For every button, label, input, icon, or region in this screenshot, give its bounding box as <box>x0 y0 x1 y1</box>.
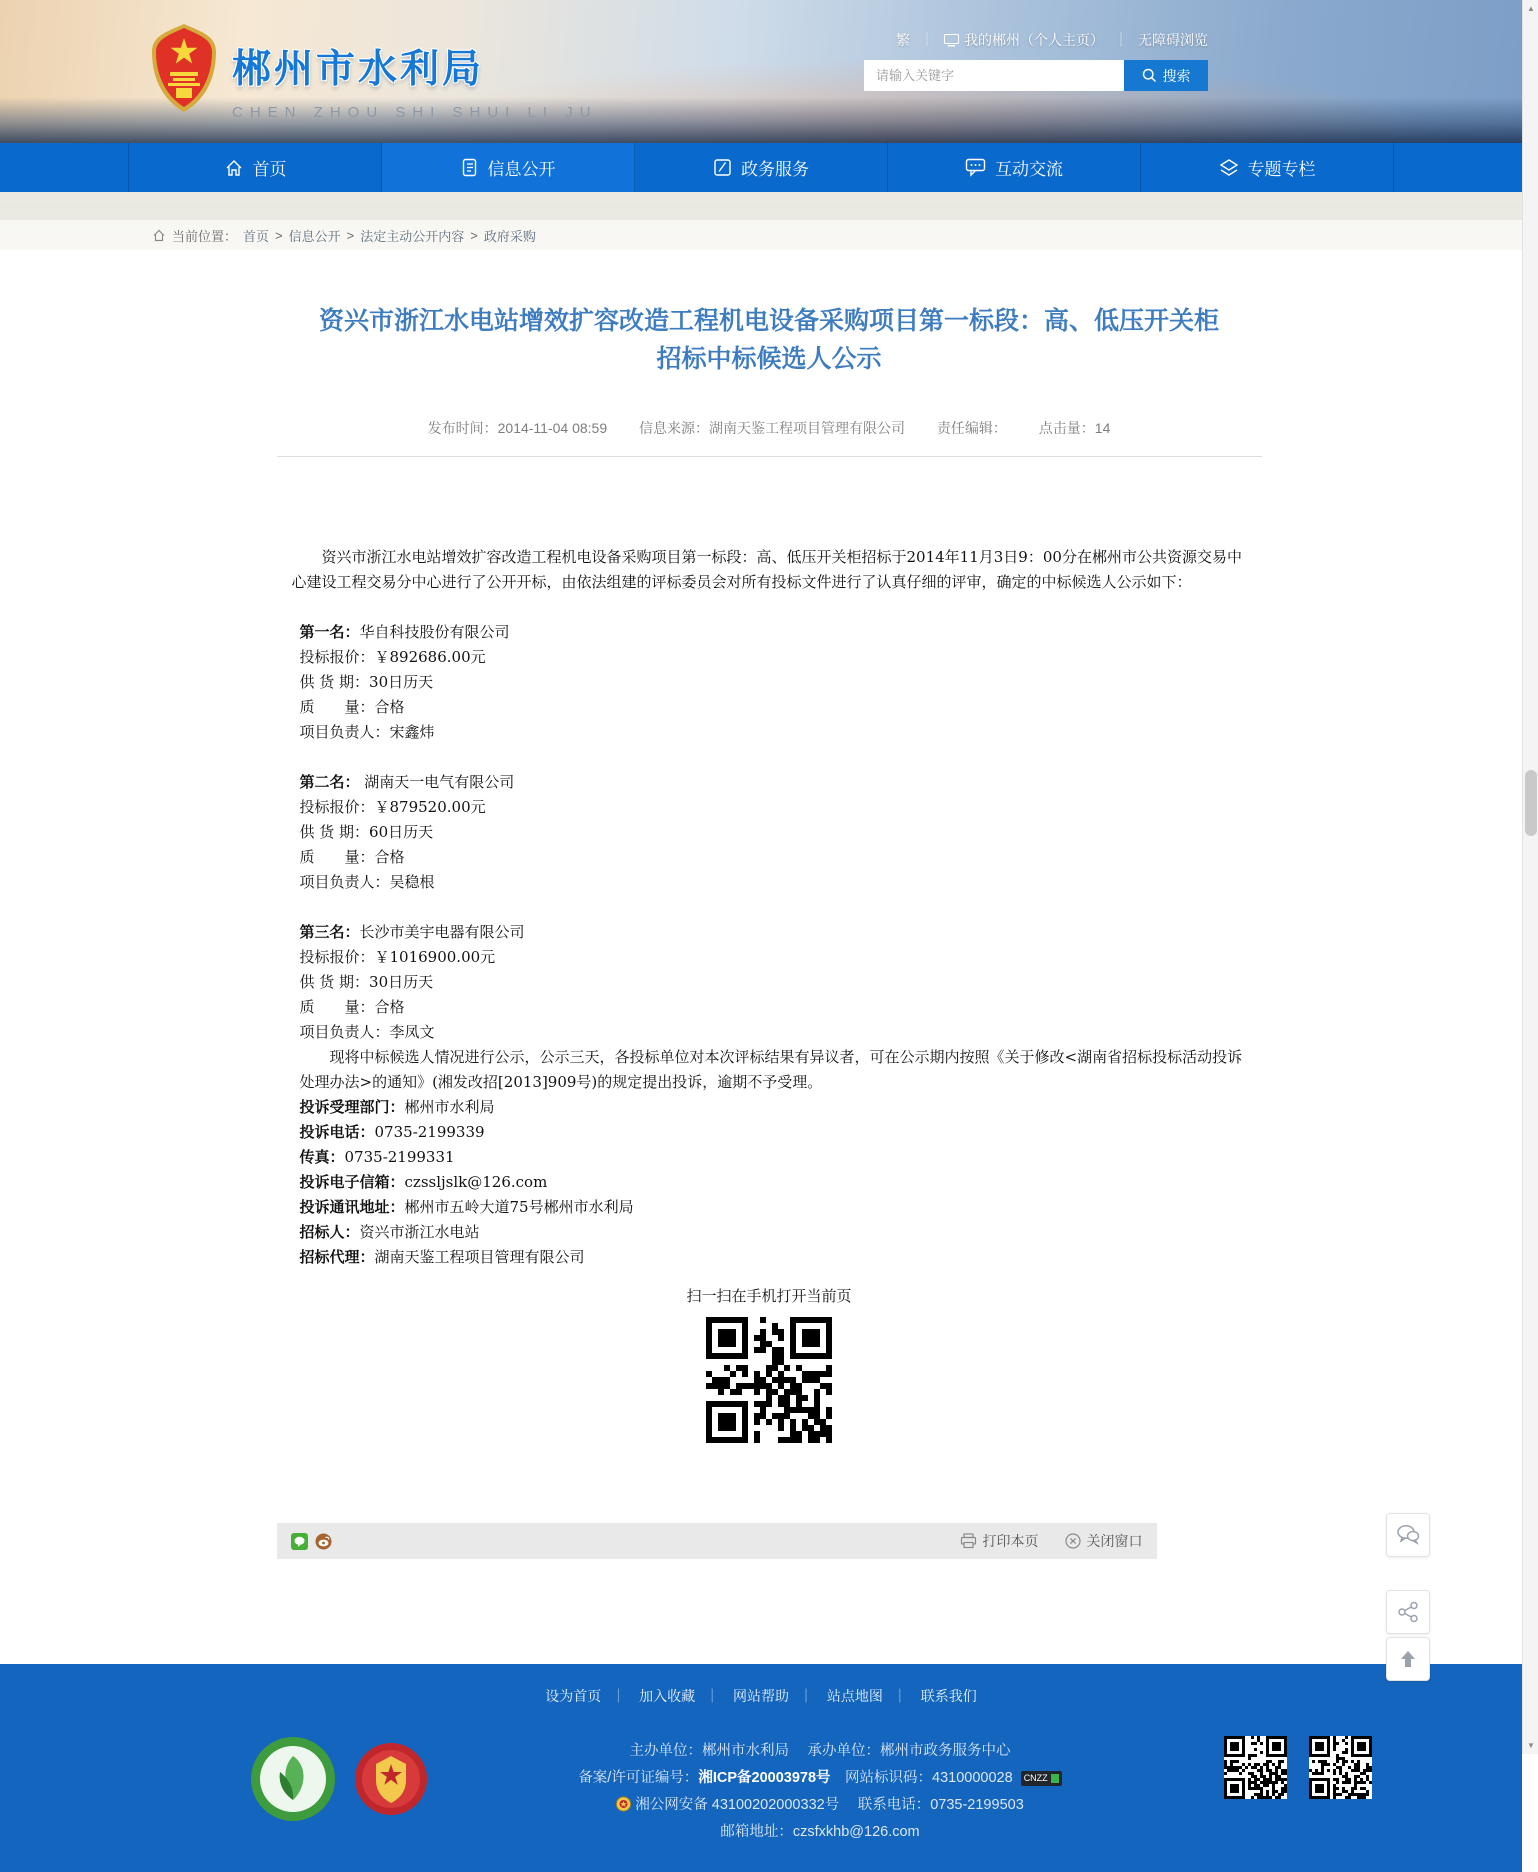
footer-icp-line: 备案/许可证编号：湘ICP备20003978号 网站标识码：4310000028 CNZZ <box>428 1765 1212 1792</box>
back-to-top-button[interactable] <box>1386 1637 1430 1681</box>
close-icon <box>1065 1533 1081 1549</box>
nav-item-special-topics[interactable]: 专题专栏 <box>1141 143 1394 192</box>
chat-icon <box>965 158 986 177</box>
quality: 质 量：合格 <box>299 998 405 1016</box>
site-subtitle: CHEN ZHOU SHI SHUI LI JU <box>232 104 598 121</box>
company-name: 华自科技股份有限公司 <box>359 623 510 641</box>
rank-label: 第三名： <box>299 923 360 941</box>
project-manager: 项目负责人：宋鑫炜 <box>299 723 435 741</box>
breadcrumb <box>0 220 1522 250</box>
article-card <box>277 302 1262 1559</box>
print-actions <box>960 1531 1143 1551</box>
search-input[interactable] <box>864 60 1124 91</box>
nav-item-home[interactable]: 首页 <box>128 143 382 192</box>
cnzz-badge[interactable]: CNZZ <box>1021 1771 1062 1786</box>
breadcrumb-separator: > <box>346 227 355 243</box>
footer <box>0 1664 1522 1872</box>
delivery-period: 供 货 期：30日历天 <box>299 673 434 691</box>
qr-code-wrap <box>292 1317 1247 1451</box>
hit-count: 点击量：14 <box>1038 420 1111 436</box>
contact-line: 投诉通讯地址：郴州市五岭大道75号郴州市水利局 <box>299 1198 634 1216</box>
company-name: 湖南天一电气有限公司 <box>359 773 515 791</box>
arrow-up-icon <box>1398 1649 1418 1669</box>
share-icons <box>291 1533 332 1550</box>
title-divider <box>277 456 1262 457</box>
footer-links <box>0 1686 1522 1706</box>
footer-link-help[interactable]: 网站帮助 <box>733 1688 789 1704</box>
layers-icon <box>1219 158 1239 178</box>
search-button-label: 搜索 <box>1162 67 1191 84</box>
footer-link-set-home[interactable]: 设为首页 <box>545 1688 602 1704</box>
home-icon <box>152 229 166 242</box>
chat-bubbles-icon <box>1396 1524 1420 1546</box>
project-manager: 项目负责人：李凤文 <box>299 1023 435 1041</box>
footer-link-favorite[interactable]: 加入收藏 <box>639 1688 696 1704</box>
qr-caption: 扫一扫在手机打开当前页 <box>686 1287 852 1305</box>
site-title: 郴州市水利局 <box>232 48 485 91</box>
print-page-button[interactable]: 打印本页 <box>960 1531 1039 1551</box>
wechat-share-icon[interactable] <box>291 1533 308 1550</box>
candidate-block-2 <box>292 770 1247 895</box>
scroll-up-arrow[interactable]: ▲ <box>1527 4 1535 13</box>
page-qr-code <box>706 1317 832 1443</box>
share-nodes-icon <box>1397 1601 1419 1623</box>
traditional-chinese-link[interactable]: 繁 <box>896 32 910 48</box>
nav-item-gov-services[interactable]: 政务服务 <box>635 143 888 192</box>
bid-price: 投标报价：￥1016900.00元 <box>299 948 496 966</box>
weibo-share-icon[interactable] <box>315 1533 332 1550</box>
monitor-icon <box>944 34 959 47</box>
footer-separator: ｜ <box>611 1688 626 1704</box>
party-gov-badge <box>354 1742 428 1816</box>
rank-label: 第一名： <box>299 623 360 641</box>
footer-info <box>428 1736 1212 1846</box>
footer-qr-codes <box>1224 1736 1372 1799</box>
footer-link-sitemap[interactable]: 站点地图 <box>826 1688 883 1704</box>
footer-link-contact[interactable]: 联系我们 <box>920 1688 977 1704</box>
quality: 质 量：合格 <box>299 698 405 716</box>
utility-separator: ｜ <box>920 32 934 48</box>
quality: 质 量：合格 <box>299 848 405 866</box>
intro-paragraph: 资兴市浙江水电站增效扩容改造工程机电设备采购项目第一标段：高、低压开关柜招标于2014年11月3日9：00分在郴州市公共资源交易中心建设工程交易分中心进行了公开开标，由依法组建的评标委员会对所有投标文件进行了认真仔细的评审，确定的中标候选人公示如下： <box>291 548 1242 591</box>
footer-badges <box>250 1736 428 1822</box>
contact-line: 投诉电话：0735-2199339 <box>299 1123 485 1141</box>
accessibility-link[interactable]: 无障碍浏览 <box>1138 32 1208 48</box>
contact-line: 投诉受理部门：郴州市水利局 <box>299 1098 495 1116</box>
footer-separator: ｜ <box>799 1688 813 1704</box>
delivery-period: 供 货 期：60日历天 <box>299 823 434 841</box>
delivery-period: 供 货 期：30日历天 <box>299 973 434 991</box>
candidate-rank-line <box>300 620 1247 645</box>
article-meta <box>277 418 1262 438</box>
breadcrumb-item-procurement[interactable]: 政府采购 <box>483 228 536 244</box>
contact-line: 传真：0735-2199331 <box>299 1148 455 1166</box>
search-button[interactable] <box>1124 60 1208 91</box>
scroll-down-arrow[interactable]: ▼ <box>1527 1741 1535 1750</box>
utility-separator: ｜ <box>1114 32 1128 48</box>
breadcrumb-separator: > <box>470 227 478 243</box>
nav-item-info-disclosure[interactable]: 信息公开 <box>382 143 635 192</box>
contact-line: 投诉电子信箱：czssljslk@126.com <box>299 1173 548 1191</box>
footer-separator: ｜ <box>892 1688 907 1704</box>
scenic-band <box>0 192 1522 250</box>
search-icon <box>1142 68 1157 83</box>
footer-separator: ｜ <box>705 1688 720 1704</box>
candidate-rank-line <box>300 920 1247 945</box>
bid-price: 投标报价：￥892686.00元 <box>299 648 486 666</box>
candidate-rank-line <box>300 770 1247 795</box>
bid-price: 投标报价：￥879520.00元 <box>299 798 486 816</box>
candidate-block-3 <box>292 920 1247 1045</box>
printer-icon <box>960 1533 977 1549</box>
home-icon <box>224 158 244 178</box>
footer-qr-code-1 <box>1224 1736 1287 1799</box>
wechat-contact-button[interactable] <box>1386 1513 1430 1557</box>
breadcrumb-item-statutory[interactable]: 法定主动公开内容 <box>360 228 465 244</box>
footer-body <box>0 1736 1522 1846</box>
page-title: 资兴市浙江水电站增效扩容改造工程机电设备采购项目第一标段：高、低压开关柜招标中标候选人公示 <box>318 307 1219 373</box>
breadcrumb-item-info[interactable]: 信息公开 <box>288 228 341 244</box>
article-body <box>277 545 1262 1451</box>
main-nav <box>0 143 1522 192</box>
scroll-thumb[interactable] <box>1525 770 1537 836</box>
nav-item-interaction[interactable]: 互动交流 <box>888 143 1141 192</box>
document-icon <box>461 158 479 178</box>
info-source: 信息来源：湖南天鉴工程项目管理有限公司 <box>639 420 906 436</box>
breadcrumb-item-home[interactable]: 首页 <box>243 228 270 244</box>
article-toolbar <box>277 1523 1157 1559</box>
icp-number: 湘ICP备20003978号 <box>698 1770 831 1786</box>
company-name: 长沙市美宇电器有限公司 <box>359 923 525 941</box>
national-emblem-logo <box>150 22 218 114</box>
project-manager: 项目负责人：吴稳根 <box>299 873 435 891</box>
close-window-button[interactable]: 关闭窗口 <box>1065 1531 1143 1551</box>
utility-bar <box>896 30 1208 50</box>
footer-qr-code-2 <box>1309 1736 1372 1799</box>
contact-line: 招标代理：湖南天鉴工程项目管理有限公司 <box>299 1248 585 1266</box>
floating-toolbar <box>1386 1513 1430 1681</box>
footer-email-line: 邮箱地址：czsfxkhb@126.com <box>720 1824 920 1840</box>
candidate-block-1 <box>292 620 1247 745</box>
civilized-website-badge <box>250 1736 336 1822</box>
scrollbar <box>1522 0 1538 1754</box>
footer-organizer-line: 主办单位：郴州市水利局 承办单位：郴州市政务服务中心 <box>629 1743 1011 1759</box>
search-bar <box>864 60 1208 91</box>
responsible-editor: 责任编辑： <box>936 420 1007 436</box>
breadcrumb-label: 当前位置： <box>172 228 238 244</box>
share-button[interactable] <box>1386 1590 1430 1634</box>
public-security-badge-icon <box>616 1796 631 1812</box>
notice-paragraph: 现将中标候选人情况进行公示，公示三天，各投标单位对本次评标结果有异议者，可在公示期内按照《关于修改<湖南省招标投标活动投诉处理办法>的通知》(湘发改招[2013]909号)的规定提出投诉，逾期不予受理。 <box>299 1048 1243 1091</box>
footer-security-line: 湘公网安备 43100202000332号 联系电话：0735-2199503 <box>428 1792 1212 1819</box>
header-banner <box>0 0 1522 143</box>
breadcrumb-separator: > <box>275 227 283 243</box>
rank-label: 第二名： <box>299 773 360 791</box>
publish-time: 发布时间：2014-11-04 08:59 <box>427 420 608 436</box>
my-city-link[interactable]: 我的郴州（个人主页） <box>944 30 1104 50</box>
contact-line: 招标人：资兴市浙江水电站 <box>299 1223 480 1241</box>
site-brand <box>150 22 598 121</box>
edit-icon <box>713 158 732 177</box>
